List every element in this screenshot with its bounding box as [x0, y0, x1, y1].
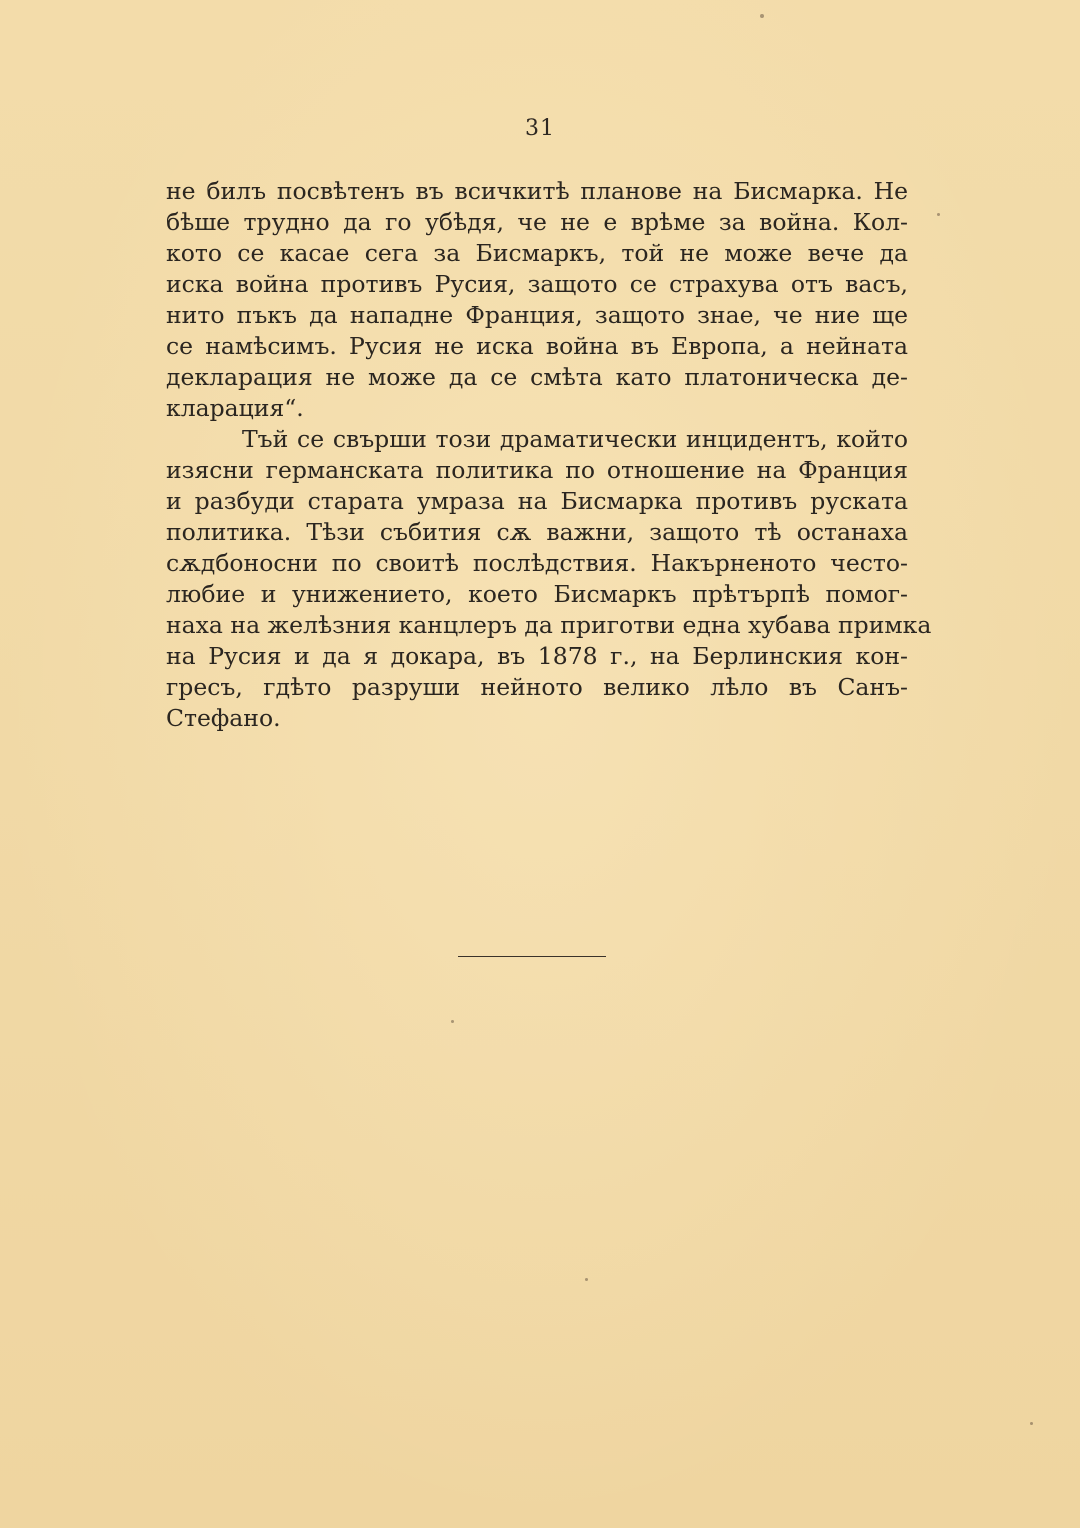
- text-line: Стефано.: [166, 704, 281, 732]
- page-number: 31: [525, 116, 555, 141]
- text-line: изясни германската политика по отношение на Франция: [166, 456, 908, 484]
- text-line: на Русия и да я докара, въ 1878 г., на Берлинския кон-: [166, 642, 908, 670]
- paper-speck: [760, 14, 764, 18]
- paragraph-1: [166, 176, 908, 424]
- text-line: сѫдбоносни по своитѣ послѣдствия. Накърненото често-: [166, 549, 908, 577]
- paragraph-2: [166, 424, 932, 734]
- paper-speck: [1030, 1422, 1033, 1425]
- text-line: не билъ посвѣтенъ въ всичкитѣ планове на Бисмарка. Не: [166, 177, 908, 205]
- text-line: и разбуди старата умраза на Бисмарка противъ руската: [166, 487, 908, 515]
- end-rule-divider: [458, 956, 606, 957]
- text-line: любие и унижението, което Бисмаркъ прѣтърпѣ помог-: [166, 580, 908, 608]
- text-line: декларация не може да се смѣта като платоническа де-: [166, 363, 908, 391]
- text-line: иска война противъ Русия, защото се страхува отъ васъ,: [166, 270, 908, 298]
- text-line: наха на желѣзния канцлеръ да приготви една хубава примка: [166, 611, 932, 639]
- text-line: се намѣсимъ. Русия не иска война въ Европа, а нейната: [166, 332, 908, 360]
- paper-speck: [451, 1020, 454, 1023]
- text-line: бѣше трудно да го убѣдя, че не е врѣме за война. Кол-: [166, 208, 908, 236]
- body-text: [166, 176, 932, 734]
- paper-speck: [585, 1278, 588, 1281]
- text-line: политика. Тѣзи събития сѫ важни, защото тѣ останаха: [166, 518, 908, 546]
- text-line: кото се касае сега за Бисмаркъ, той не може вече да: [166, 239, 908, 267]
- text-line: Тъй се свърши този драматически инцидентъ, който: [242, 425, 908, 453]
- text-line: кларация“.: [166, 394, 304, 422]
- text-line: нито пъкъ да нападне Франция, защото знае, че ние ще: [166, 301, 908, 329]
- text-line: гресъ, гдѣто разруши нейното велико лѣло въ Санъ-: [166, 673, 908, 701]
- paper-speck: [937, 213, 940, 216]
